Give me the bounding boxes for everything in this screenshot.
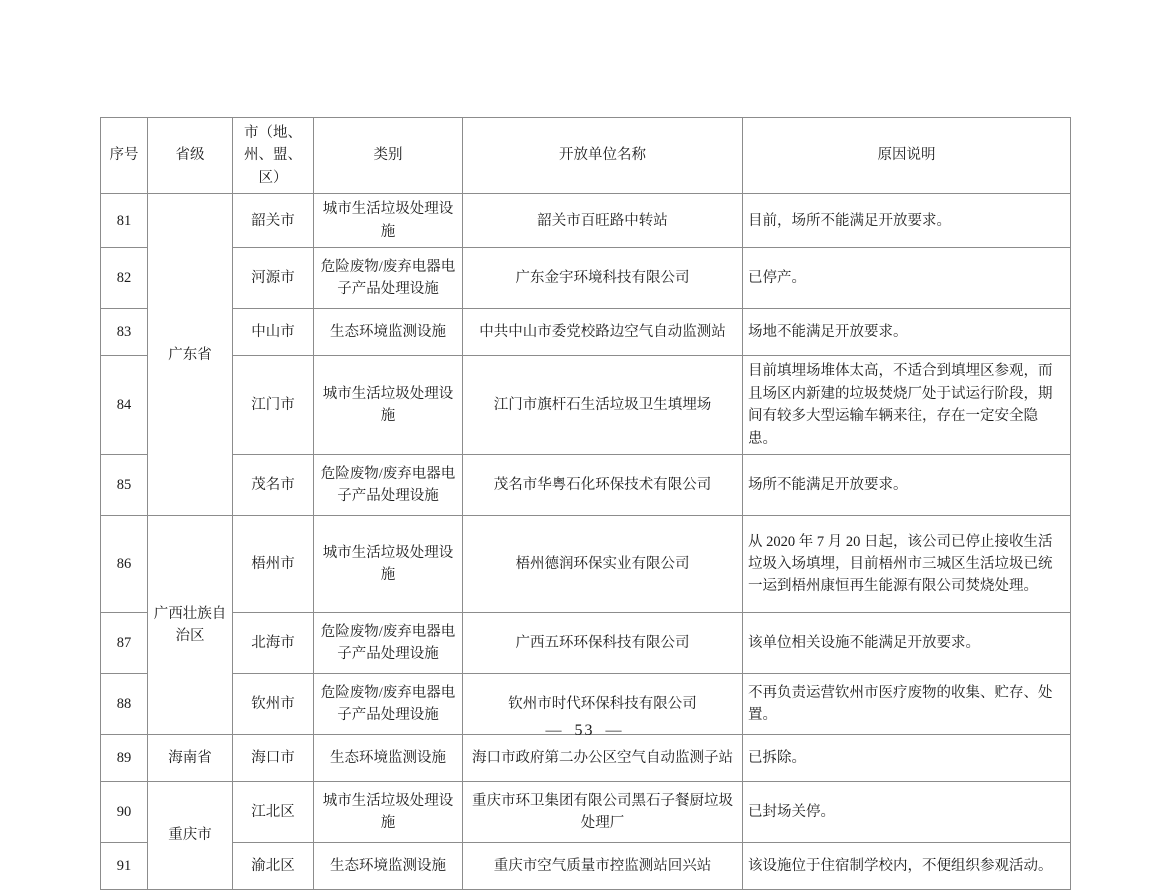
cell-city: 韶关市 (233, 194, 314, 248)
table-row (101, 356, 1071, 455)
table-row (101, 516, 1071, 613)
cell-index: 86 (101, 516, 148, 613)
cell-city: 河源市 (233, 248, 314, 309)
cell-reason: 已封场关停。 (743, 782, 1071, 843)
column-header-unit: 开放单位名称 (463, 118, 743, 194)
cell-province: 重庆市 (148, 782, 233, 890)
table-row (101, 735, 1071, 782)
cell-unit: 梧州德润环保实业有限公司 (463, 516, 743, 613)
cell-category: 城市生活垃圾处理设施 (314, 194, 463, 248)
cell-category: 城市生活垃圾处理设施 (314, 356, 463, 455)
cell-category: 城市生活垃圾处理设施 (314, 516, 463, 613)
column-header-category: 类别 (314, 118, 463, 194)
cell-index: 90 (101, 782, 148, 843)
cell-index: 91 (101, 843, 148, 890)
cell-city: 中山市 (233, 309, 314, 356)
column-header-city: 市（地、州、盟、区） (233, 118, 314, 194)
cell-index: 88 (101, 674, 148, 735)
open-facility-table (100, 117, 1071, 890)
cell-reason: 该设施位于住宿制学校内，不便组织参观活动。 (743, 843, 1071, 890)
table-row (101, 194, 1071, 248)
cell-category: 城市生活垃圾处理设施 (314, 782, 463, 843)
cell-index: 82 (101, 248, 148, 309)
facility-table-container (100, 117, 1070, 890)
cell-unit: 广东金宇环境科技有限公司 (463, 248, 743, 309)
cell-city: 海口市 (233, 735, 314, 782)
table-row (101, 782, 1071, 843)
column-header-province: 省级 (148, 118, 233, 194)
table-row (101, 248, 1071, 309)
cell-index: 89 (101, 735, 148, 782)
table-row (101, 309, 1071, 356)
table-body (101, 194, 1071, 890)
page-number: 53 (574, 722, 595, 739)
cell-unit: 韶关市百旺路中转站 (463, 194, 743, 248)
cell-index: 81 (101, 194, 148, 248)
cell-reason: 场地不能满足开放要求。 (743, 309, 1071, 356)
table-row (101, 843, 1071, 890)
cell-province: 广东省 (148, 194, 233, 516)
cell-reason: 已拆除。 (743, 735, 1071, 782)
cell-unit: 中共中山市委党校路边空气自动监测站 (463, 309, 743, 356)
cell-reason: 不再负责运营钦州市医疗废物的收集、贮存、处置。 (743, 674, 1071, 735)
cell-reason: 目前填埋场堆体太高，不适合到填埋区参观，而且场区内新建的垃圾焚烧厂处于试运行阶段，期间有较多大型运输车辆来往，存在一定安全隐患。 (743, 356, 1071, 455)
cell-reason: 目前，场所不能满足开放要求。 (743, 194, 1071, 248)
cell-city: 茂名市 (233, 455, 314, 516)
cell-city: 渝北区 (233, 843, 314, 890)
cell-city: 北海市 (233, 613, 314, 674)
cell-unit: 广西五环环保科技有限公司 (463, 613, 743, 674)
column-header-reason: 原因说明 (743, 118, 1071, 194)
cell-reason: 场所不能满足开放要求。 (743, 455, 1071, 516)
table-header-row (101, 118, 1071, 194)
cell-category: 危险废物/废弃电器电子产品处理设施 (314, 455, 463, 516)
cell-reason: 已停产。 (743, 248, 1071, 309)
cell-province: 广西壮族自治区 (148, 516, 233, 735)
cell-city: 江北区 (233, 782, 314, 843)
cell-unit: 重庆市环卫集团有限公司黑石子餐厨垃圾处理厂 (463, 782, 743, 843)
cell-reason: 从 2020 年 7 月 20 日起，该公司已停止接收生活垃圾入场填埋，目前梧州市三城区生活垃圾已统一运到梧州康恒再生能源有限公司焚烧处理。 (743, 516, 1071, 613)
cell-category: 生态环境监测设施 (314, 735, 463, 782)
footer-dash-right: — (605, 722, 624, 739)
cell-unit: 茂名市华粤石化环保技术有限公司 (463, 455, 743, 516)
column-header-index: 序号 (101, 118, 148, 194)
table-row (101, 455, 1071, 516)
cell-category: 危险废物/废弃电器电子产品处理设施 (314, 674, 463, 735)
table-header (101, 118, 1071, 194)
cell-unit: 钦州市时代环保科技有限公司 (463, 674, 743, 735)
table-row (101, 613, 1071, 674)
cell-index: 84 (101, 356, 148, 455)
cell-unit: 海口市政府第二办公区空气自动监测子站 (463, 735, 743, 782)
cell-city: 梧州市 (233, 516, 314, 613)
cell-category: 生态环境监测设施 (314, 309, 463, 356)
cell-index: 85 (101, 455, 148, 516)
cell-index: 87 (101, 613, 148, 674)
cell-city: 江门市 (233, 356, 314, 455)
cell-category: 危险废物/废弃电器电子产品处理设施 (314, 248, 463, 309)
cell-city: 钦州市 (233, 674, 314, 735)
footer-dash-left: — (545, 722, 564, 739)
cell-category: 危险废物/废弃电器电子产品处理设施 (314, 613, 463, 674)
cell-reason: 该单位相关设施不能满足开放要求。 (743, 613, 1071, 674)
cell-unit: 重庆市空气质量市控监测站回兴站 (463, 843, 743, 890)
page-footer (0, 722, 1169, 740)
cell-category: 生态环境监测设施 (314, 843, 463, 890)
cell-index: 83 (101, 309, 148, 356)
cell-province: 海南省 (148, 735, 233, 782)
cell-unit: 江门市旗杆石生活垃圾卫生填埋场 (463, 356, 743, 455)
